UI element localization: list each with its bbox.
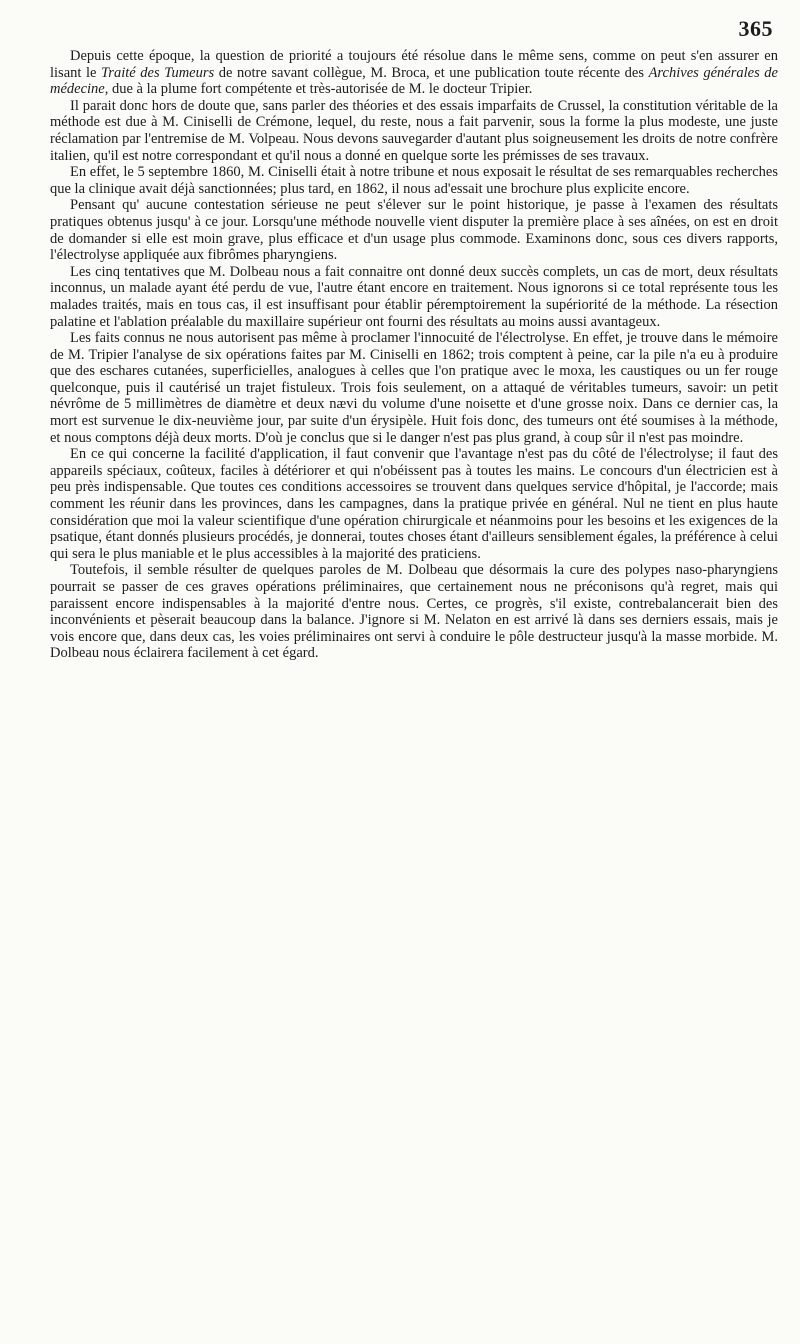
text-span: de notre savant collègue, M. Broca, et une publication toute récente des: [214, 64, 649, 81]
cited-title: Archives générales de médecine: [50, 64, 778, 98]
body-text: [50, 48, 778, 662]
text-span: Les faits connus ne nous autorisent pas même à proclamer l'innocuité de l'électrolyse. En effet, je trouve dans le mémoire de M. Tripier l'analyse de six opérations faites par M. Ciniselli en 1862; trois comptent à peine, car la pile n'a eu à produire que des eschares cutanées, superficielles, analogues à celles que l'on pratique avec le moxa, les caustiques ou un fer rouge quelconque, puis il cautérisé un trajet fistuleux. Trois fois seulement, on a attaqué de véritables tumeurs, savoir: un petit névrôme de 5 millimètres de diamètre et deux nævi du volume d'une noisette et d'une grosse noix. Dans ce dernier cas, la mort est survenue le dix-neuvième jour, par suite d'un érysipèle. Huit fois donc, des tumeurs ont été soumises à la méthode, et nous comptons déjà deux morts. D'où je conclus que si le danger n'est pas plus grand, à coup sûr il n'est pas moindre.: [50, 330, 778, 446]
paragraph: [50, 98, 778, 164]
paragraph: [50, 562, 778, 662]
text-span: Pensant qu' aucune contestation sérieuse ne peut s'élever sur le point historique, je passe à l'examen des résultats pratiques obtenus jusqu' à ce jour. Lorsqu'une méthode nouvelle vient disputer la première place à ses aînées, on est en droit de domander si elle est moin grave, plus efficace et d'un usage plus commode. Examinons donc, sous ces divers rapports, l'électrolyse appliquée aux fibrômes pharyngiens.: [50, 197, 778, 264]
page-number: 365: [738, 16, 773, 41]
text-span: Toutefois, il semble résulter de quelques paroles de M. Dolbeau que désormais la cure des polypes naso-pharyngiens pourrait se passer de ces graves opérations préliminaires, que certainement nous ne préconisons qu'à regret, mais qui paraissent encore indispensables à la majorité d'entre nous. Certes, ce progrès, s'il existe, contrebalancerait bien des inconvénients et pèserait beaucoup dans la balance. J'ignore si M. Nelaton en est arrivé là dans ses derniers essais, mais je vois encore que, dans deux cas, les voies préliminaires ont servi à conduire le pôle destructeur jusqu'à la masse morbide. M. Dolbeau nous éclairera facilement à cet égard.: [50, 562, 778, 662]
text-span: Depuis cette époque, la question de priorité a toujours été résolue dans le même sens, comme on peut s'en assurer en lisant le: [50, 48, 778, 81]
paragraph: [50, 446, 778, 562]
paragraph: [50, 264, 778, 330]
text-span: Les cinq tentatives que M. Dolbeau nous a fait connaitre ont donné deux succès complets, un cas de mort, deux résultats inconnus, un malade ayant été perdu de vue, l'autre étant encore en traitement. Nous ignorons si ce total représente tous les malades traités, mais en tous cas, il est insuffisant pour établir péremptoirement la supériorité de la méthode. La résection palatine et l'ablation préalable du maxillaire supérieur ont fourni des résultats au moins aussi avantageux.: [50, 263, 778, 330]
text-span: En ce qui concerne la facilité d'application, il faut convenir que l'avantage n'est pas du côté de l'électrolyse; il faut des appareils spéciaux, coûteux, faciles à détériorer et qui n'obéissent pas à toutes les mains. Le concours d'un électricien est à peu près indispensable. Que toutes ces conditions accessoires se trouvent dans quelques service d'hôpital, je l'accorde; mais comment les réunir dans les provinces, dans les campagnes, dans la pratique privée en général. Nul ne tient en plus haute considération que moi la valeur scientifique d'une opération chirurgicale et néanmoins pour les besoins et les exigences de la psatique, étant donnés plusieurs procédés, je donnerai, toutes choses étant d'ailleurs sensiblement égales, la préférence à celui qui sera le plus maniable et le plus accessibles à la majorité des praticiens.: [50, 446, 778, 562]
text-span: , due à la plume fort compétente et très-autorisée de M. le docteur Tripier.: [104, 81, 533, 98]
paragraph: [50, 164, 778, 197]
text-span: Il parait donc hors de doute que, sans parler des théories et des essais imparfaits de Crussel, la constitution véritable de la méthode est due à M. Ciniselli de Crémone, lequel, du reste, nous a fait parvenir, sous la forme la plus modeste, une juste réclamation par l'entremise de M. Volpeau. Nous devons sauvegarder d'autant plus soigneusement les droits de notre confrère italien, qu'il est notre correspondant et qu'il nous a donné en quelque sorte les prémisses de ses travaux.: [50, 97, 778, 164]
text-span: En effet, le 5 septembre 1860, M. Ciniselli était à notre tribune et nous exposait le résultat de ses remarquables recherches que la clinique avait déjà sanctionnées; plus tard, en 1862, il nous ad'essait une brochure plus explicite encore.: [50, 164, 778, 197]
paragraph: [50, 330, 778, 446]
paragraph: [50, 197, 778, 263]
paragraph: [50, 48, 778, 98]
cited-title: Traité des Tumeurs: [101, 64, 215, 81]
